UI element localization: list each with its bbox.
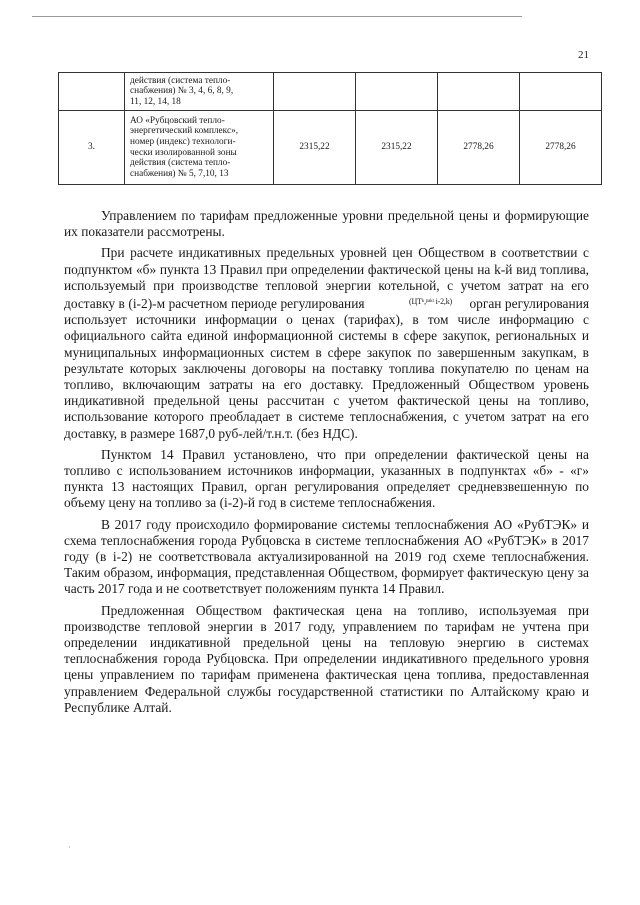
name-line: чески изолированной зоны [130,147,237,158]
table-row [59,111,602,185]
paragraph: Управлением по тарифам предложенные уровни предельной цены и формирующие их показатели рассмотрены. [64,208,589,240]
name-line: снабжения) № 5, 7,10, 13 [130,168,229,179]
name-line: действия (система тепло- [130,158,231,169]
paragraph: Пунктом 14 Правил установлено, что при определении фактической цены на топливо с использованием источников информации, указанных в подпунктах «б» - «г» пункта 13 настоящих Правил, орган регулирования определяет средневзвешенную по объему цену на топливо за (i-2)-й год в системе теплоснабжения. [64,446,589,511]
value-cell: 2315,22 [274,111,356,185]
paragraph-text: орган регулирования использует источники информации о ценах (тарифах), в том числе информацию с официального сайта единой информационной системы в сфере закупок, региональных и муниципальных информационных систем в сфере закупок по завершенным закупкам, в результате которых заключены договоры на поставку топлива покупателю по ценам на топливо, включающим затраты на его доставку. Предложенный Обществом уровень индикативной предельной цены рассчитан с учетом фактической цены на топливо, использование которого преобладает в системе теплоснабжения, с учетом затрат на его доставку, в размере 1687,0 руб-лей/т.н.т. (без НДС). [64,296,589,441]
value-cell [520,73,602,111]
name-line: номер (индекс) технологи- [130,136,236,147]
value-cell [274,73,356,111]
name-line: АО «Рубцовский тепло- [130,115,225,126]
page-number: 21 [578,49,589,61]
paragraph: В 2017 году происходило формирование системы теплоснабжения АО «РубТЭК» и схема теплоснабжения города Рубцовска в системе теплоснабжения АО «РубТЭК» в 2017 году (в i-2) не соответствовала актуализированной на 2019 год схеме теплоснабжения. Таким образом, информация, представленная Обществом, формирует фактическую цену за часть 2017 года и не соответствует положениям пункта 14 Правил. [64,516,589,597]
paragraph [64,245,589,441]
system-name-cell [125,73,274,111]
table-row [59,73,602,111]
row-number-cell: 3. [59,111,125,185]
formula: (ЦТᵏ,ᵖᵃᵏᵗ i-2,k) [409,297,452,307]
scan-mark: · [68,843,71,852]
value-cell [438,73,520,111]
paragraph-text: При расчете индикативных предельных уровней цен Обществом в соответствии с подпунктом «б» пункта 13 Правил при определении фактической цены на k-й вид топлива, используемый при производстве тепловой энергии котельной, с учетом затрат на его доставку в (i-2)-м расчетном периоде регулирования [64,245,589,312]
value-cell: 2315,22 [356,111,438,185]
name-line: снабжения) № 3, 4, 6, 8, 9, [130,86,234,97]
row-number-cell [59,73,125,111]
system-name-cell [125,111,274,185]
tariff-table [58,72,602,185]
value-cell: 2778,26 [520,111,602,185]
name-line: энергетический комплекс», [130,126,239,137]
header-rule [32,16,522,17]
name-line: 11, 12, 14, 18 [130,96,181,107]
value-cell: 2778,26 [438,111,520,185]
document-body [64,208,589,721]
name-line: действия (система тепло- [130,75,231,86]
value-cell [356,73,438,111]
paragraph: Предложенная Обществом фактическая цена на топливо, используемая при производстве тепловой энергии в 2017 году, управлением по тарифам не учтена при определении индикативной предельной цены на тепловую энергию в системах теплоснабжения города Рубцовска. При определении индикативного предельного уровня цены управлением по тарифам применена фактическая цена топлива, предоставленная управлением Федеральной службы государственной статистики по Алтайскому краю и Республике Алтай. [64,602,589,715]
